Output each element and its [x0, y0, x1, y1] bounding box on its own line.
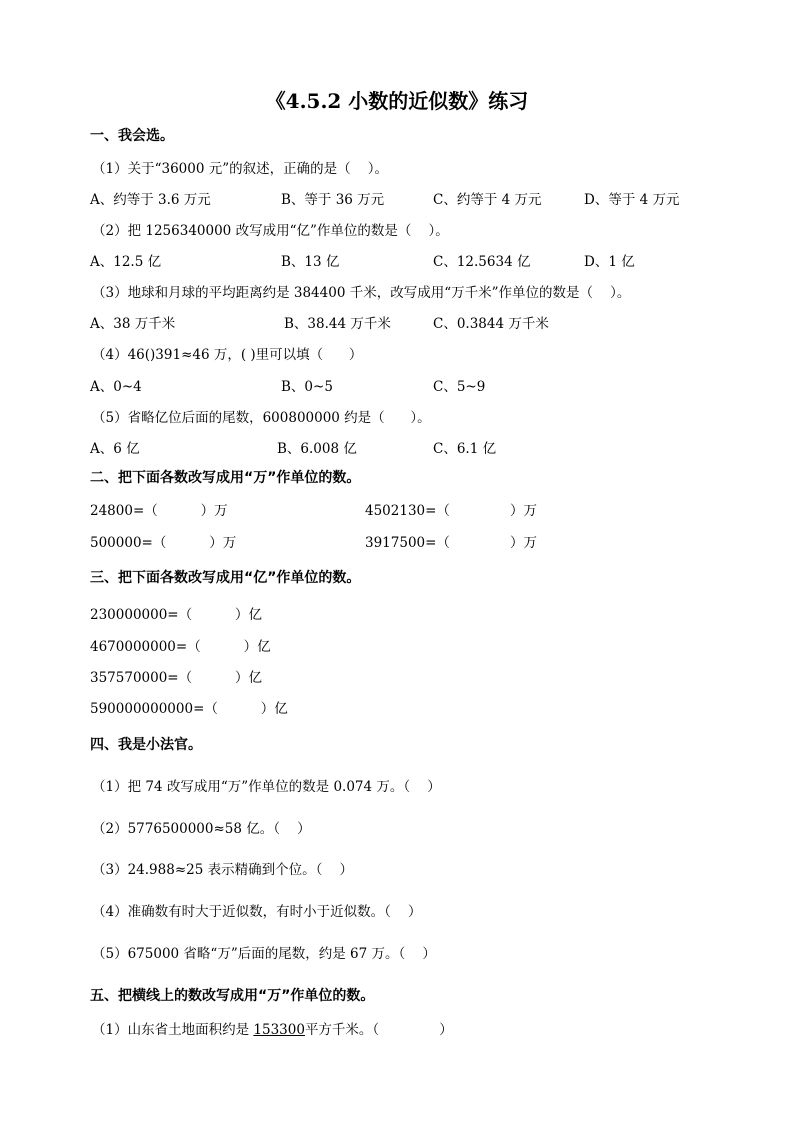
q5-option-b: B、6.008 亿	[277, 441, 357, 457]
q2-option-c: C、12.5634 亿	[433, 254, 531, 270]
s3-item-4: 590000000000=（ ）亿	[90, 701, 288, 717]
s3-item-1: 230000000=（ ）亿	[90, 607, 263, 623]
s5-q1-prefix: （1）山东省土地面积约是	[92, 1022, 254, 1038]
question-1-4: （4）46()391≈46 万，( )里可以填（ ）	[92, 347, 363, 363]
section-5-heading: 五、把横线上的数改写成用“万”作单位的数。	[90, 988, 375, 1004]
q5-option-c: C、6.1 亿	[433, 441, 497, 457]
s5-question-1	[92, 1018, 453, 1038]
s2-item-2: 4502130=（ ）万	[365, 503, 538, 519]
q3-option-b: B、38.44 万千米	[284, 316, 391, 332]
q3-option-c: C、0.3844 万千米	[433, 316, 549, 332]
s5-q1-suffix: 平方千米。（ ）	[304, 1022, 453, 1038]
q2-option-b: B、13 亿	[281, 254, 340, 270]
q3-option-a: A、38 万千米	[90, 316, 176, 332]
s4-item-3: （3）24.988≈25 表示精确到个位。（ ）	[92, 862, 354, 878]
q1-option-d: D、等于 4 万元	[584, 192, 680, 208]
q4-option-b: B、0~5	[281, 379, 333, 395]
s4-item-2: （2）5776500000≈58 亿。（ ）	[92, 821, 311, 837]
q2-option-d: D、1 亿	[584, 254, 635, 270]
section-1-heading: 一、我会选。	[90, 128, 174, 144]
s5-q1-underlined-number: 153300	[253, 1022, 305, 1038]
s4-item-4: （4）准确数有时大于近似数，有时小于近似数。（ ）	[92, 904, 422, 920]
question-1-1: （1）关于“36000 元”的叙述，正确的是（ ）。	[92, 161, 389, 177]
s4-item-1: （1）把 74 改写成用“万”作单位的数是 0.074 万。（ ）	[92, 779, 441, 795]
s2-item-1: 24800=（ ）万	[90, 503, 228, 519]
page-title: 《4.5.2 小数的近似数》练习	[265, 89, 529, 113]
q1-option-c: C、约等于 4 万元	[433, 192, 542, 208]
s2-item-4: 3917500=（ ）万	[365, 535, 538, 551]
q4-option-a: A、0~4	[90, 379, 142, 395]
question-1-3: （3）地球和月球的平均距离约是 384400 千米，改写成用“万千米”作单位的数是（ ）。	[92, 285, 631, 301]
section-4-heading: 四、我是小法官。	[90, 737, 202, 753]
q5-option-a: A、6 亿	[90, 441, 140, 457]
s3-item-3: 357570000=（ ）亿	[90, 670, 263, 686]
q4-option-c: C、5~9	[433, 379, 486, 395]
s4-item-5: （5）675000 省略“万”后面的尾数，约是 67 万。（ ）	[92, 946, 436, 962]
question-1-2: （2）把 1256340000 改写成用“亿”作单位的数是（ ）。	[92, 223, 449, 239]
s2-item-3: 500000=（ ）万	[90, 535, 237, 551]
question-1-5: （5）省略亿位后面的尾数，600800000 约是（ ）。	[92, 410, 431, 426]
section-3-heading: 三、把下面各数改写成用“亿”作单位的数。	[90, 570, 361, 586]
q1-option-b: B、等于 36 万元	[281, 192, 385, 208]
s3-item-2: 4670000000=（ ）亿	[90, 639, 271, 655]
q2-option-a: A、12.5 亿	[90, 254, 162, 270]
section-2-heading: 二、把下面各数改写成用“万”作单位的数。	[90, 470, 361, 486]
q1-option-a: A、约等于 3.6 万元	[90, 192, 211, 208]
